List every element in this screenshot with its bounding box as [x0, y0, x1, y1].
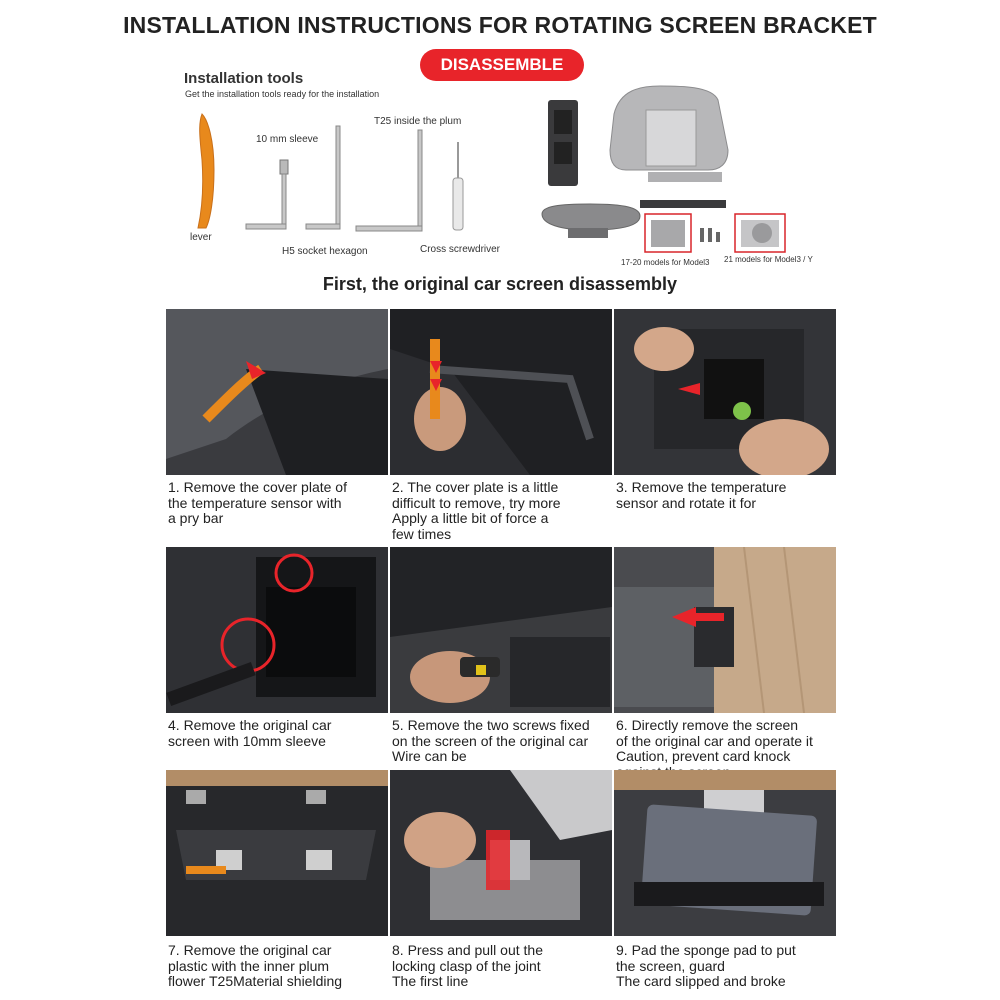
step-2-caption: 2. The cover plate is a little difficult to remove, try more Apply a little bit of force a few times — [392, 479, 561, 542]
step-2-photo — [390, 309, 612, 475]
step-8-photo — [390, 770, 612, 936]
t25-label: T25 inside the plum — [374, 116, 462, 127]
rail-part-icon — [640, 200, 726, 208]
step-7-photo — [166, 770, 388, 936]
step-5-caption: 5. Remove the two screws fixed on the screen of the original car Wire can be — [392, 717, 590, 764]
screwdriver-label: Cross screwdriver — [420, 244, 501, 255]
tools-illustration — [180, 100, 520, 260]
screws-icon — [700, 228, 720, 242]
step-3-caption: 3. Remove the temperature sensor and rotate it for — [616, 479, 787, 511]
t25-key-icon — [356, 130, 422, 231]
step-4-caption: 4. Remove the original car screen with 10mm sleeve — [168, 717, 332, 749]
sleeve-label: 10 mm sleeve — [256, 134, 319, 145]
bracket-parts-illustration — [530, 80, 800, 260]
model3-new-label: 21 models for Model3 / Y — [724, 255, 813, 264]
step-9-caption: 9. Pad the sponge pad to put the screen, guard The card slipped and broke — [616, 942, 796, 989]
step-4-photo — [166, 547, 388, 713]
tools-subtitle: Get the installation tools ready for the installation — [185, 89, 380, 99]
step-3-photo — [614, 309, 836, 475]
step-5-photo — [390, 547, 612, 713]
sleeve-wrench-icon — [246, 160, 288, 229]
lever-label: lever — [190, 232, 212, 243]
main-housing-icon — [610, 86, 728, 182]
step-1-caption: 1. Remove the cover plate of the temperature sensor with a pry bar — [168, 479, 347, 526]
lever-tool-icon — [198, 114, 214, 228]
step-9-photo — [614, 770, 836, 936]
page-title: INSTALLATION INSTRUCTIONS FOR ROTATING SCREEN BRACKET — [123, 12, 877, 38]
step-6-photo — [614, 547, 836, 713]
model3-old-label: 17-20 models for Model3 — [621, 258, 710, 267]
disassemble-badge: DISASSEMBLE — [420, 49, 584, 81]
step-7-caption: 7. Remove the original car plastic with the inner plum flower T25Material shielding — [168, 942, 343, 989]
side-bracket-icon — [548, 100, 578, 186]
screwdriver-icon — [453, 142, 463, 230]
tools-title: Installation tools — [184, 70, 304, 87]
section-heading: First, the original car screen disassembly — [322, 274, 678, 294]
step-6-caption: 6. Directly remove the screen of the original car and operate it Caution, prevent card knock — [616, 717, 813, 764]
bottom-bracket-icon — [542, 204, 640, 238]
hexagon-label: H5 socket hexagon — [282, 246, 368, 257]
step-1-photo — [166, 309, 388, 475]
step-8-caption: 8. Press and pull out the locking clasp of the joint The first line — [392, 942, 543, 989]
